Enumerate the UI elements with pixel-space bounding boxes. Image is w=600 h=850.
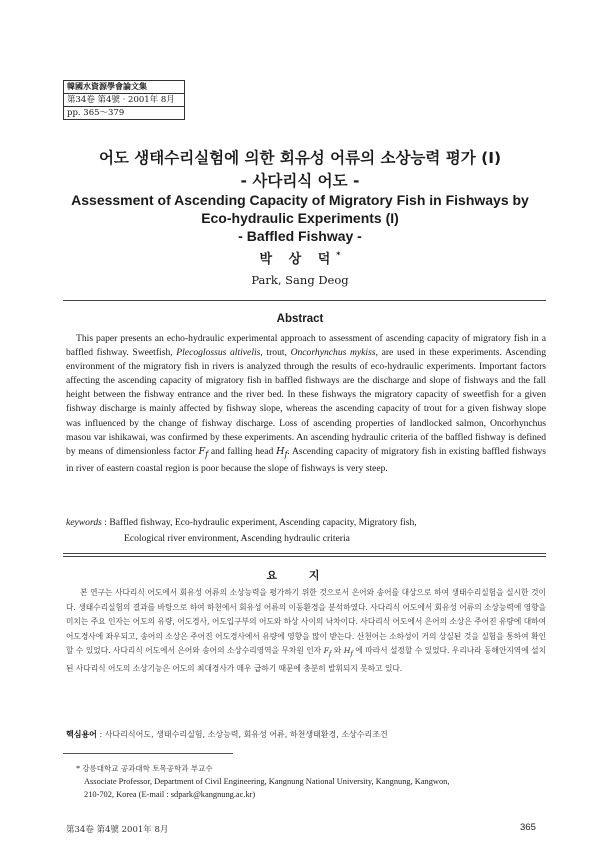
title-english-line2: Eco-hydraulic Experiments (I) bbox=[201, 210, 399, 226]
korean-abstract-body: 본 연구는 사다리식 어도에서 회유성 어류의 소상능력을 평가하기 위한 것으로서 은어와 송어를 대상으로 하여 생태수리실험을 실시한 것이다. 생태수리실험의 결과를 바탕으로 하여 하천에서 회유성 어류의 이동환경을 분석하였다. 사다리식 어도에서 회유성 어류의 소상능력에 영향을 미치는 주요 인자는 어도의 유량, 어도경사, 어도입구부의 어도와 하상 사이의 낙차이다. 사다리식 어도에서 은어의 소상은 주어진 유량에 대하여 어도경사에 좌우되고, 송어의 소상은 주어진 어도경사에서 유량에 영향을 많이 받는다. 산천어는 소하성이 거의 상실된 것을 실험을 통하여 확인할 수 있었다. 사다리식 어도에서 은어와 송어의 소상수리영역을 무차원 인자 $F_f$ 와 $H_f$ 에 따라서 설정할 수 있었다. 우리나라 동해안지역에 설치된 사다리식 어도의 소상기능은 어도의 최대경사가 매우 급하기 때문에 충분히 발휘되지 못하고 있다. bbox=[66, 588, 546, 673]
keywords: keywords : Baffled fishway, Eco-hydraulic experiment, Ascending capacity, Migratory fish, Ecological river environment, Ascending hydraulic criteria bbox=[66, 517, 417, 544]
footer-journal-issue: 第34卷 第4號 2001年 8月 bbox=[66, 825, 169, 835]
journal-pages: pp. 365～379 bbox=[67, 108, 125, 118]
journal-volume: 第34卷 第4號 · 2001年 8月 bbox=[64, 94, 184, 107]
abstract-body: This paper presents an echo-hydraulic experimental approach to assessment of ascending capacity of migratory fish in a baffled fishway. Sweetfish, Plecoglossus altivelis, trout, Oncorhynchus mykiss, are used in these experiments. Ascending environment of the migratory fish in rivers is analyzed through the results of eco-hydraulic experiments. Important factors affecting the ascending capacity of migratory fish in baffled fishways are the discharge and slope of fishways and the fall height between the fishway entrance and the river bed. In these fishways the migratory capacity of sweetfish for a given fishway discharge is mainly affected by fishway slope, whereas the ascending capacity of trout for a given fishway slope was influenced by the change of fishway discharge. Loss of ascending properties of landlocked salmon, Oncorhynchus masou var ishikawai, was confirmed by these experiments. An ascending hydraulic criteria of the baffled fishway is defined by means of dimensionless factor $F_f$ and falling head $H_f$. Ascending capacity of migratory fish in existing baffled fishways in river of eastern coastal region is poor because the slope of fishways is very steep. bbox=[66, 333, 547, 474]
page-number: 365 bbox=[520, 822, 536, 833]
journal-name: 韓國水資源學會論文集 bbox=[64, 81, 184, 94]
title-english-line3: - Baffled Fishway - bbox=[238, 228, 362, 244]
subtitle-korean: - 사다리식 어도 - bbox=[240, 172, 360, 190]
korean-keywords: 핵심용어 : 사다리식어도, 생태수리실험, 소상능력, 회유성 어류, 하천생태환경, 소상수리조건 bbox=[66, 730, 388, 739]
title-english-line1: Assessment of Ascending Capacity of Migratory Fish in Fishways by bbox=[71, 192, 529, 208]
author-korean: 박 상 덕* bbox=[259, 250, 341, 267]
abstract-heading: Abstract bbox=[276, 313, 324, 325]
author-footnote-mark: * bbox=[336, 250, 341, 260]
title-korean: 어도 생태수리실험에 의한 회유성 어류의 소상능력 평가 (I) bbox=[98, 149, 502, 167]
divider-top bbox=[63, 300, 546, 301]
author-affiliation: * 강릉대학교 공과대학 토목공학과 부교수 Associate Professor, Department of Civil Engineering, Kangnung National University, Kangnung, Kangwon, 210-702, Korea (E-mail : sdpark@kangnung.ac.kr) bbox=[76, 764, 450, 799]
journal-info-box bbox=[63, 80, 185, 120]
divider-middle bbox=[63, 553, 546, 557]
korean-abstract-heading: 요 지 bbox=[266, 569, 334, 582]
author-english: Park, Sang Deog bbox=[251, 273, 349, 287]
footnote-rule bbox=[63, 753, 233, 754]
